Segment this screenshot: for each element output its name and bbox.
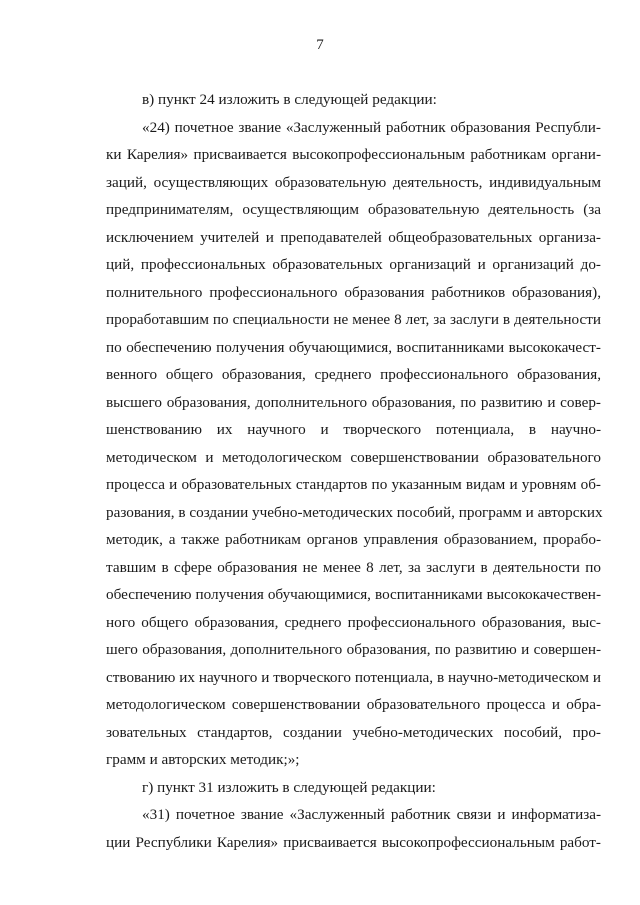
paragraph-line: методик, а также работникам органов управления образованием, прорабо- xyxy=(106,531,601,548)
paragraph-line: заций, осуществляющих образовательную деятельность, индивидуальным xyxy=(106,173,601,191)
paragraph-line: ствованию их научного и творческого потенциала, в научно-методическом и xyxy=(106,668,601,686)
paragraph-line: полнительного профессионального образования работников образования), xyxy=(106,283,601,301)
paragraph-line: процесса и образовательных стандартов по указанным видам и уровням об- xyxy=(106,476,601,493)
paragraph-line: предпринимателям, осуществляющим образовательную деятельность (за xyxy=(106,201,601,218)
paragraph-line: по обеспечению получения обучающимися, воспитанниками высококачест- xyxy=(106,338,601,356)
paragraph-line: зовательных стандартов, создании учебно-методических пособий, про- xyxy=(106,723,601,741)
paragraph-line: методическом и методологическом совершенствовании образовательного xyxy=(106,448,601,466)
paragraph-line: тавшим в сфере образования не менее 8 лет, за заслуги в деятельности по xyxy=(106,558,601,576)
paragraph-line: ций, профессиональных образовательных организаций и организаций до- xyxy=(106,256,601,273)
paragraph-line: грамм и авторских методик;»; xyxy=(106,751,300,768)
paragraph-line: методологическом совершенствовании образовательного процесса и обра- xyxy=(106,696,601,713)
paragraph-line: венного общего образования, среднего профессионального образования, xyxy=(106,366,601,383)
paragraph-line: обеспечению получения обучающимися, воспитанниками высококачествен- xyxy=(106,586,601,603)
page-number: 7 xyxy=(316,37,324,53)
paragraph-line: г) пункт 31 изложить в следующей редакции: xyxy=(142,778,436,796)
paragraph-line: в) пункт 24 изложить в следующей редакции: xyxy=(142,91,437,108)
paragraph-line: исключением учителей и преподавателей общеобразовательных организа- xyxy=(106,228,601,246)
paragraph-line: проработавшим по специальности не менее 8 лет, за заслуги в деятельности xyxy=(106,311,601,328)
paragraph-line: высшего образования, дополнительного образования, по развитию и совер- xyxy=(106,393,601,411)
paragraph-line: ции Республики Карелия» присваивается высокопрофессиональным работ- xyxy=(106,833,601,851)
paragraph-line: шенствованию их научного и творческого потенциала, в научно- xyxy=(106,421,601,438)
paragraph-line: «31) почетное звание «Заслуженный работник связи и информатиза- xyxy=(142,806,601,823)
paragraph-line: шего образования, дополнительного образования, по развитию и совершен- xyxy=(106,641,601,658)
paragraph-line: ного общего образования, среднего профессионального образования, выс- xyxy=(106,613,601,631)
paragraph-line: «24) почетное звание «Заслуженный работник образования Республи- xyxy=(142,118,601,136)
document-body xyxy=(106,86,601,856)
paragraph-line: разования, в создании учебно-методических пособий, программ и авторских xyxy=(106,503,603,521)
paragraph-line: ки Карелия» присваивается высокопрофессиональным работникам органи- xyxy=(106,146,601,163)
